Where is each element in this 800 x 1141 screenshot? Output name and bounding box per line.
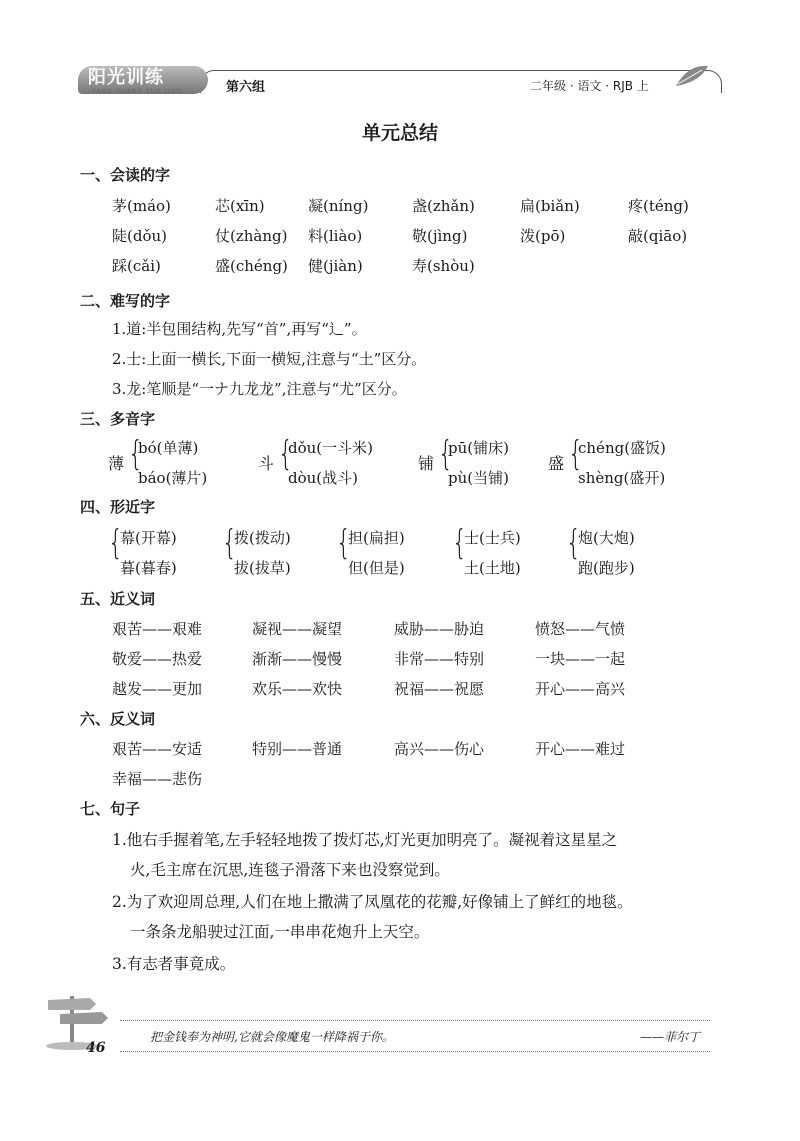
similar-char: 炮(大炮) <box>578 529 635 547</box>
similar-char: 拔(拔草) <box>234 559 291 577</box>
polyphone-char: 铺 <box>418 454 435 473</box>
word-pair: 威胁——胁迫 <box>394 620 485 638</box>
sentence-line: 2.为了欢迎周总理,人们在地上撒满了凤凰花的花瓣,好像铺上了鲜红的地毯。 <box>112 893 633 911</box>
brace-icon: { <box>568 434 584 474</box>
char-reading: 踩(cǎi) <box>112 257 161 275</box>
reading-a: chéng(盛饭) <box>578 439 666 457</box>
section-heading: 三、多音字 <box>80 410 156 428</box>
char-reading: 料(liào) <box>308 227 363 245</box>
word-pair: 愤怒——气愤 <box>535 620 626 638</box>
similar-char: 拨(拨动) <box>234 529 291 547</box>
similar-char: 但(但是) <box>348 559 405 577</box>
grade-label: 二年级 · 语文 · RJB 上 <box>530 79 649 93</box>
word-pair: 特别——普通 <box>252 740 343 758</box>
char-reading: 寿(shòu) <box>412 257 475 275</box>
brand-logo: 阳光训练 <box>78 66 208 94</box>
word-pair: 渐渐——慢慢 <box>252 650 343 668</box>
word-pair: 艰苦——艰难 <box>112 620 203 638</box>
polyphone-char: 薄 <box>108 454 125 473</box>
char-reading: 凝(níng) <box>308 197 369 215</box>
word-pair: 欢乐——欢快 <box>252 680 343 698</box>
word-pair: 非常——特别 <box>394 650 485 668</box>
brace-icon: { <box>566 523 582 563</box>
brace-icon: { <box>128 434 144 474</box>
char-reading: 扁(biǎn) <box>520 197 580 215</box>
reading-b: báo(薄片) <box>138 469 208 487</box>
sentence-line: 一条条龙船驶过江面,一串串花炮升上天空。 <box>130 923 430 941</box>
word-pair: 一块——一起 <box>535 650 626 668</box>
char-reading: 陡(dǒu) <box>112 227 167 245</box>
brace-icon: { <box>336 523 352 563</box>
list-item: 3.龙:笔顺是“一ナ九龙龙”,注意与“尤”区分。 <box>112 380 407 398</box>
similar-char: 担(扁担) <box>348 529 405 547</box>
brace-icon: { <box>438 434 454 474</box>
section-heading: 二、难写的字 <box>80 292 171 310</box>
word-pair: 幸福——悲伤 <box>112 770 203 788</box>
brace-icon: { <box>278 434 294 474</box>
char-reading: 敬(jìng) <box>412 227 468 245</box>
reading-b: shèng(盛开) <box>578 469 666 487</box>
sentence-line: 1.他右手握着笔,左手轻轻地拨了拨灯芯,灯光更加明亮了。凝视着这星星之 <box>112 831 618 849</box>
word-pair: 开心——难过 <box>535 740 626 758</box>
list-item: 2.士:上面一横长,下面一横短,注意与“土”区分。 <box>112 350 427 368</box>
brace-icon: { <box>108 523 124 563</box>
sentence-line: 3.有志者事竟成。 <box>112 955 236 973</box>
sentence-line: 火,毛主席在沉思,连毯子滑落下来也没察觉到。 <box>130 861 450 879</box>
footer-author: ——菲尔丁 <box>640 1030 701 1044</box>
footer-quote: 把金钱奉为神明,它就会像魔鬼一样降祸于你。 <box>150 1030 394 1044</box>
similar-char: 跑(跑步) <box>578 559 635 577</box>
word-pair: 高兴——伤心 <box>394 740 485 758</box>
similar-char: 暮(暮春) <box>120 559 177 577</box>
page-title: 单元总结 <box>361 122 438 144</box>
word-pair: 艰苦——安适 <box>112 740 203 758</box>
reading-b: dòu(战斗) <box>288 469 358 487</box>
section-heading: 四、形近字 <box>80 498 156 516</box>
char-reading: 泼(pō) <box>520 227 566 245</box>
char-reading: 盛(chéng) <box>215 257 288 275</box>
section-heading: 六、反义词 <box>80 710 156 728</box>
char-reading: 茅(máo) <box>112 197 171 215</box>
char-reading: 仗(zhàng) <box>215 227 288 245</box>
reading-a: bó(单薄) <box>138 439 199 457</box>
word-pair: 开心——高兴 <box>535 680 626 698</box>
leaf-icon <box>672 60 712 90</box>
word-pair: 敬爱——热爱 <box>112 650 203 668</box>
reading-a: pū(铺床) <box>448 439 509 457</box>
word-pair: 凝视——凝望 <box>252 620 343 638</box>
reading-b: pù(当铺) <box>448 469 509 487</box>
word-pair: 越发——更加 <box>112 680 203 698</box>
word-pair: 祝福——祝愿 <box>394 680 485 698</box>
reading-a: dǒu(一斗米) <box>288 439 373 457</box>
page-number: 46 <box>86 1040 106 1056</box>
char-reading: 疼(téng) <box>628 197 689 215</box>
brace-icon: { <box>452 523 468 563</box>
polyphone-char: 盛 <box>548 454 565 473</box>
section-heading: 七、句子 <box>80 800 141 818</box>
char-reading: 敲(qiāo) <box>628 227 688 245</box>
similar-char: 士(士兵) <box>464 529 521 547</box>
similar-char: 幕(开幕) <box>120 529 177 547</box>
polyphone-char: 斗 <box>258 454 275 473</box>
char-reading: 健(jiàn) <box>308 257 363 275</box>
group-label: 第六组 <box>226 80 266 95</box>
brand-subtitle: YANG GUANG XUN LIAN <box>92 88 183 95</box>
brace-icon: { <box>222 523 238 563</box>
similar-char: 土(土地) <box>464 559 521 577</box>
section-heading: 五、近义词 <box>80 590 156 608</box>
section-heading: 一、会读的字 <box>80 166 171 184</box>
list-item: 1.道:半包围结构,先写“首”,再写“辶”。 <box>112 320 367 338</box>
char-reading: 芯(xīn) <box>215 197 265 215</box>
char-reading: 盏(zhǎn) <box>412 197 475 215</box>
